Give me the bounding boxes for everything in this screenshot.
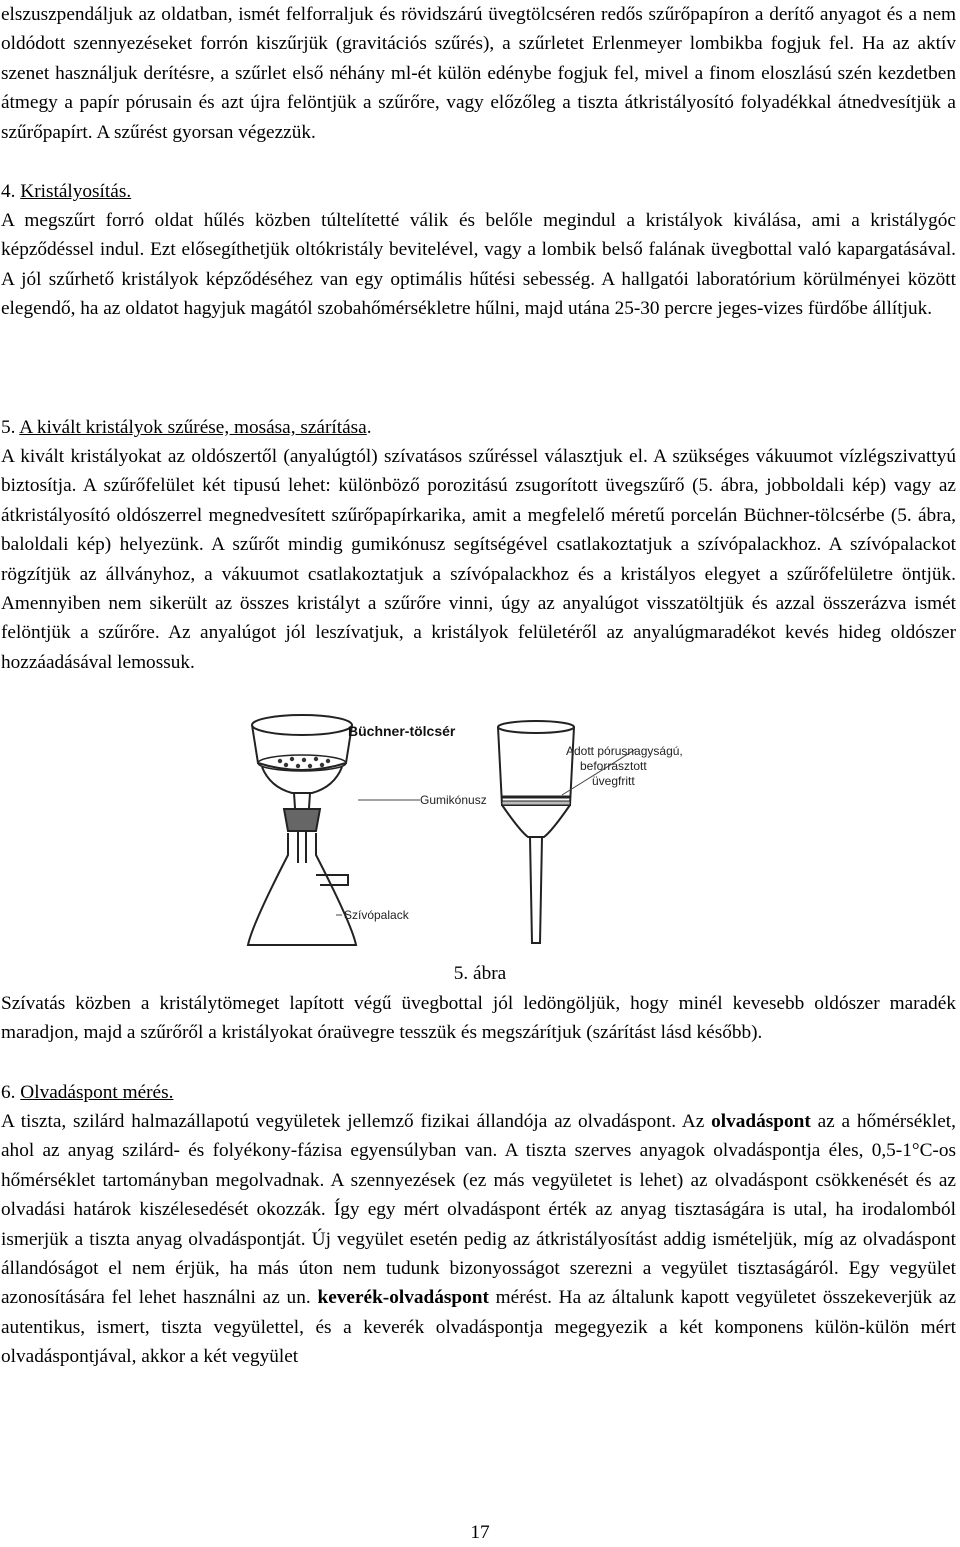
paragraph-drying: Szívatás közben a kristálytömeget lapított végű üvegbottal jól ledöngöljük, hogy minél kevesebb oldószer maradék maradjon, majd a szűrőről a kristályokat óraüvegre tesszük és megszárítjuk (szárítást lásd később). xyxy=(1,993,956,1044)
paragraph-melting-point: A tiszta, szilárd halmazállapotú vegyületek jellemző fizikai állandója az olvadáspont. Az olvadáspont az a hőmérséklet, ahol az anyag szilárd- és folyékony-fázisa egyensúlyban van. A tiszta szerves anyagok olvadáspontja éles, 0,5-1°C-os hőmérséklet tartományban megolvadnak. A szennyezések (ez más vegyületet is lehet) az olvadáspont csökkenését és az olvadási határok kiszélesedését okozzák. Így egy mért olvadáspont érték az anyag tisztaságára is utal, ha irodalomból ismerjük a tiszta anyag olvadáspontját. Új vegyület esetén pedig az átkristályosítást addig ismételjük, míg az olvadáspont állandóságot el nem érjük, ha más úton nem tudunk bizonyosságot szerezni a vegyület tisztaságáról. Egy vegyület azonosítására fel lehet használni az un. keverék-olvadáspont mérést. Ha az általunk kapott vegyületet összekeverjük az autentikus, ismert, tiszta vegyülettel, és a keverék olvadáspontja megegyezik a két komponens külön-külön mért olvadáspontjával, akkor a két vegyület xyxy=(1,1111,956,1368)
label-gumikonusz: Gumikónusz xyxy=(420,793,487,807)
paragraph-crystallization: A megszűrt forró oldat hűlés közben túltelítetté válik és belőle megindul a kristályok kiválása, ami a kristálygóc képződéssel indul. Ezt elősegíthetjük oltókristály bevitelével, vagy a lombik belső falának üvegbottal való kapargatásával. A jól szűrhető kristályok képződéséhez van egy optimális hűtési sebesség. A hallgatói laboratórium körülményei között elegendő, ha az oldatot hagyjuk magától szobahőmérsékletre hűlni, majd utána 25-30 percre jeges-vizes fürdőbe állítjuk. xyxy=(1,210,956,320)
section-title: Olvadáspont mérés. xyxy=(20,1082,174,1103)
figure-buchner-funnel xyxy=(240,705,730,963)
section-heading-5: 5. A kivált kristályok szűrése, mosása, szárítása. xyxy=(1,417,372,438)
section-number: 4. xyxy=(1,181,16,202)
term-olvadaspont: olvadáspont xyxy=(711,1111,811,1132)
figure-caption: 5. ábra xyxy=(453,963,507,984)
paragraph-suction-filtration: A kivált kristályokat az oldószertől (anyalúgtól) szívatásos szűréssel választjuk el. A szükséges vákuumot vízlégszivattyú biztosítja. A szűrőfelület két tipusú lehet: különböző porozitású zsugorított üvegszűrő (5. ábra, jobboldali kép) vagy az átkristályosító oldószerrel megnedvesített szűrőpapírkarika, amit a megfelelő méretű porcelán Büchner-tölcsérbe (5. ábra, baloldali kép) helyezünk. A szűrőt mindig gumikónusz segítségével csatlakoztatjuk a szívópalackhoz. A szívópalackot rögzítjük az állványhoz, a vákuumot csatlakoztatjuk a szívópalackhoz és a kristályos elegyet a szűrőfelületre öntjük. Amennyiben nem sikerült az összes kristályt a szűrőre vinni, úgy az anyalúgot visszatöltjük és azzal összerázva ismét felöntjük a szűrőre. Az anyalúgot jól leszívatjuk, a kristályok felületéről az anyalúgmaradékot kevés hideg oldószer hozzáadásával lemossuk. xyxy=(1,446,956,673)
page-number: 17 xyxy=(470,1522,490,1543)
label-frit-line1: Adott pórusnagyságú, xyxy=(566,744,683,758)
section-title: A kivált kristályok szűrése, mosása, szárítása xyxy=(19,417,367,438)
figure-drawing xyxy=(240,705,730,963)
section-number: 5. xyxy=(1,417,16,438)
section-heading-6 xyxy=(1,1078,173,1107)
glass-frit-funnel-drawing xyxy=(498,721,574,943)
section-heading-4 xyxy=(1,177,131,206)
section-title: Kristályosítás. xyxy=(20,181,132,202)
label-frit-line2: beforrasztott xyxy=(580,759,647,773)
buchner-funnel-drawing xyxy=(248,715,356,945)
paragraph-filtration: elszuszpendáljuk az oldatban, ismét felforraljuk és rövidszárú üvegtölcséren redős szűrőpapíron a derítő anyagot és a nem oldódott szennyezéseket forrón kiszűrjük (gravitációs szűrés), a szűrletet Erlenmeyer lombikba fogjuk fel. Ha az aktív szenet használjuk derítésre, a szűrlet első néhány ml-ét külön edénybe fogjuk fel, mivel a finom eloszlású szén kezdetben átmegy a papír pórusain és azt újra felöntjük a szűrőre, vagy előzőleg a tiszta átkristályosító folyadékkal átnedvesítjük a szűrőpapírt. A szűrést gyorsan végezzük. xyxy=(1,4,956,143)
label-frit-line3: üvegfritt xyxy=(592,774,635,788)
label-szivopalack: Szívópalack xyxy=(344,908,409,922)
section-number: 6. xyxy=(1,1082,16,1103)
term-keverek-olvadaspont: keverék-olvadáspont xyxy=(317,1287,489,1309)
label-buchner: Büchner-tölcsér xyxy=(348,723,456,739)
